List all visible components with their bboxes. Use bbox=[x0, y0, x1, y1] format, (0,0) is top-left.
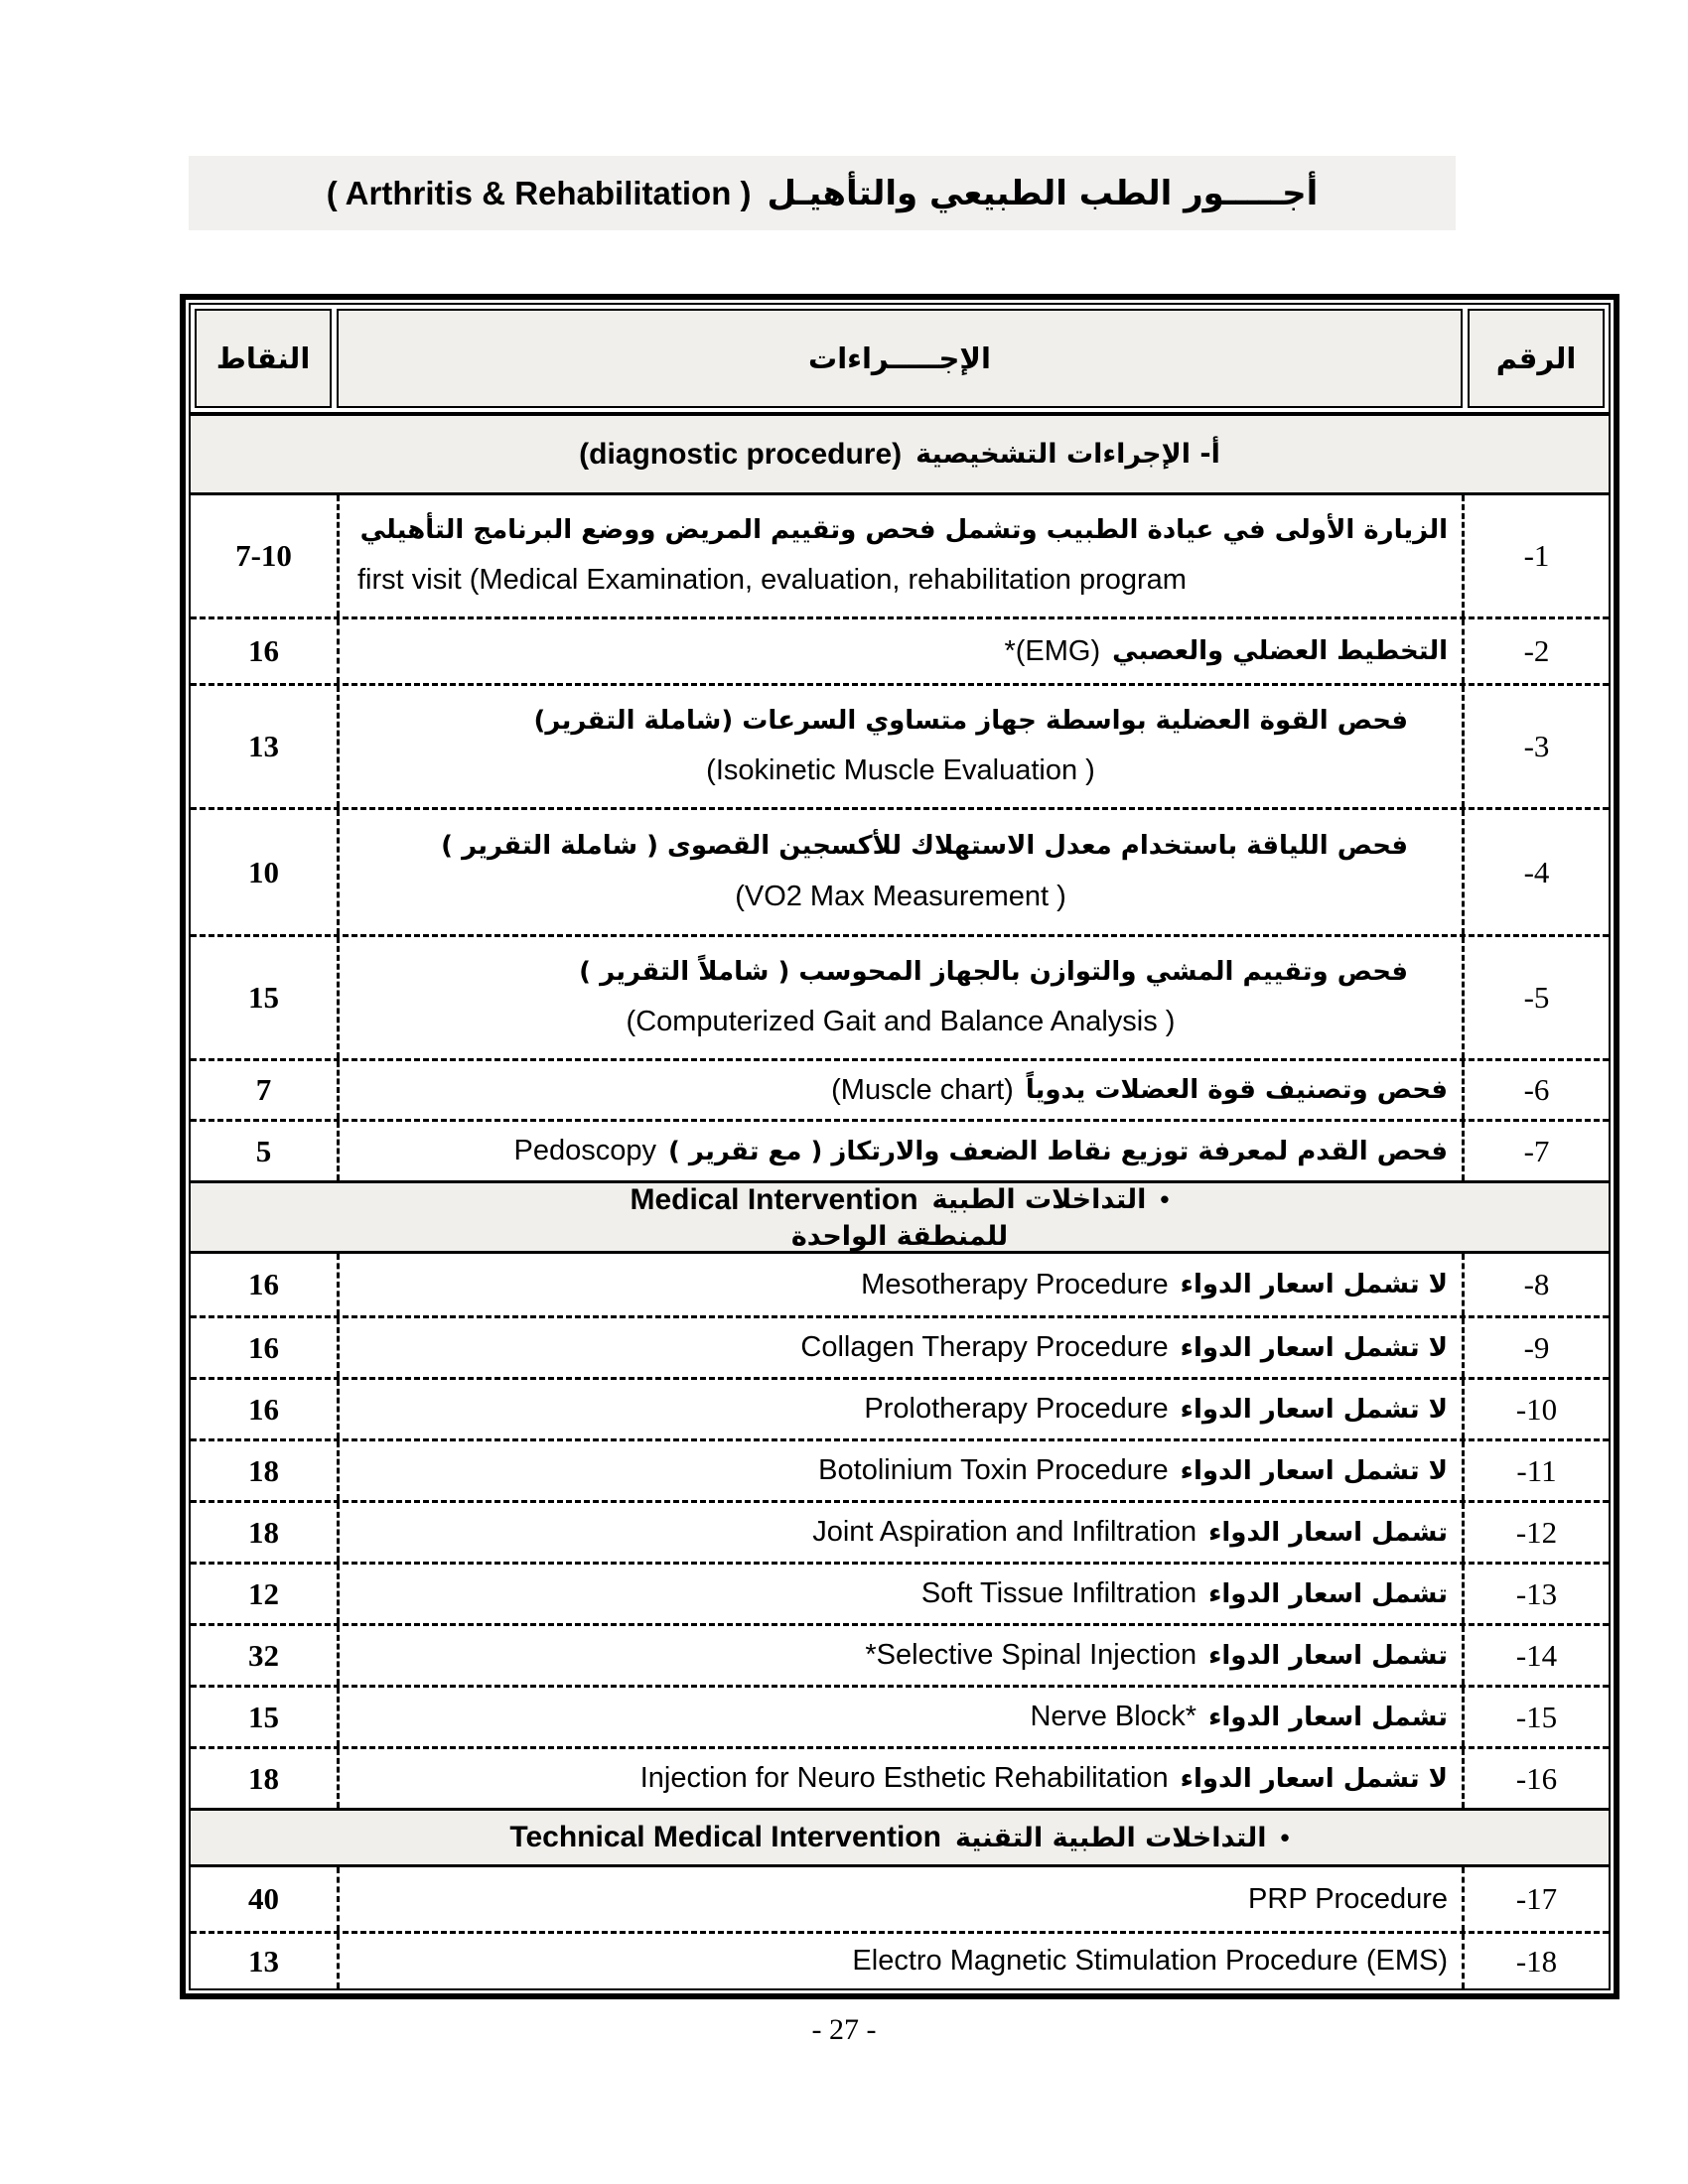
points-value: 18 bbox=[248, 1760, 279, 1796]
points-value: 40 bbox=[248, 1881, 279, 1916]
points-value: 15 bbox=[248, 1699, 279, 1734]
row-number: -12 bbox=[1515, 1514, 1558, 1550]
points-value: 32 bbox=[248, 1637, 279, 1673]
procedure-english-text: *(EMG) bbox=[1004, 634, 1101, 667]
points-cell bbox=[191, 1867, 337, 1931]
section-diagnostic-arabic: أ- الإجراءات التشخيصية bbox=[915, 439, 1220, 470]
procedure-cell bbox=[337, 810, 1465, 934]
number-cell bbox=[1465, 1122, 1609, 1180]
points-cell bbox=[191, 810, 337, 934]
procedure-english-text: Botolinium Toxin Procedure bbox=[818, 1454, 1169, 1486]
procedure-row-9 bbox=[191, 1315, 1609, 1377]
section-medical-arabic-line2-wrap bbox=[791, 1221, 1008, 1252]
procedure-row-7 bbox=[191, 1119, 1609, 1180]
procedure-english-text: Injection for Neuro Esthetic Rehabilitation bbox=[639, 1762, 1169, 1794]
procedure-cell bbox=[337, 686, 1465, 807]
procedure-english-text: Electro Magnetic Stimulation Procedure (EMS) bbox=[852, 1945, 1448, 1977]
procedure-cell bbox=[337, 1749, 1465, 1808]
points-cell bbox=[191, 686, 337, 807]
points-value: 7 bbox=[255, 1072, 272, 1107]
procedure-row-16 bbox=[191, 1746, 1609, 1808]
points-value: 16 bbox=[248, 1329, 279, 1365]
procedure-arabic-text: لا تشمل اسعار الدواء bbox=[1180, 1270, 1448, 1299]
points-value: 18 bbox=[248, 1452, 279, 1488]
row-number: -13 bbox=[1515, 1575, 1558, 1611]
table-header-row bbox=[191, 305, 1609, 416]
points-value: 10 bbox=[248, 854, 279, 889]
procedure-arabic-text: تشمل اسعار الدواء bbox=[1208, 1578, 1448, 1609]
procedure-row-3 bbox=[191, 683, 1609, 807]
procedure-arabic-text: فحص وتصنيف قوة العضلات يدوياً bbox=[1025, 1075, 1448, 1105]
header-number bbox=[1468, 309, 1605, 408]
procedure-english-text: Prolotherapy Procedure bbox=[864, 1393, 1169, 1425]
procedure-row-6 bbox=[191, 1058, 1609, 1119]
points-cell bbox=[191, 1503, 337, 1562]
procedure-row-14 bbox=[191, 1623, 1609, 1685]
points-cell bbox=[191, 1688, 337, 1746]
number-cell bbox=[1465, 686, 1609, 807]
section-technical-arabic: التداخلات الطبية التقنية bbox=[954, 1822, 1267, 1853]
fees-table bbox=[189, 303, 1611, 1990]
row-number: -18 bbox=[1515, 1943, 1558, 1979]
row-number: -14 bbox=[1515, 1637, 1558, 1673]
points-value: 16 bbox=[248, 1391, 279, 1427]
procedure-row-13 bbox=[191, 1562, 1609, 1623]
points-cell bbox=[191, 1749, 337, 1808]
procedure-arabic-text: لا تشمل اسعار الدواء bbox=[1180, 1763, 1448, 1794]
row-number: -17 bbox=[1515, 1881, 1558, 1916]
header-procedures-label: الإجـــــراءات bbox=[808, 341, 991, 375]
row-number: -16 bbox=[1515, 1760, 1558, 1796]
page-number: - 27 - bbox=[811, 2013, 877, 2046]
points-value: 5 bbox=[255, 1133, 272, 1168]
procedure-english-text: (Computerized Gait and Balance Analysis ) bbox=[626, 1006, 1176, 1038]
procedure-row-8 bbox=[191, 1254, 1609, 1315]
procedure-cell bbox=[337, 495, 1465, 616]
procedure-row-4 bbox=[191, 807, 1609, 934]
points-value: 16 bbox=[248, 1267, 279, 1301]
procedure-arabic-text: التخطيط العضلي والعصبي bbox=[1112, 636, 1448, 666]
number-cell bbox=[1465, 495, 1609, 616]
row-number: -3 bbox=[1523, 729, 1550, 763]
number-cell bbox=[1465, 1565, 1609, 1623]
section-row-technical-intervention bbox=[191, 1808, 1609, 1867]
procedure-cell bbox=[337, 1688, 1465, 1746]
procedure-row-18 bbox=[191, 1931, 1609, 1988]
points-cell bbox=[191, 1318, 337, 1377]
procedure-row-2 bbox=[191, 616, 1609, 683]
row-number: -7 bbox=[1523, 1133, 1550, 1168]
points-cell bbox=[191, 937, 337, 1058]
section-diagnostic-english: (diagnostic procedure) bbox=[579, 437, 903, 471]
procedure-arabic-text: فحص وتقييم المشي والتوازن بالجهاز المحوسب ( شاملاً التقرير ) bbox=[579, 956, 1408, 987]
procedure-row-11 bbox=[191, 1438, 1609, 1500]
procedure-english-text: (VO2 Max Measurement ) bbox=[735, 881, 1066, 913]
procedure-cell bbox=[337, 1061, 1465, 1119]
page-title-english: ( Arthritis & Rehabilitation ) bbox=[326, 174, 752, 211]
procedure-arabic-text: تشمل اسعار الدواء bbox=[1208, 1517, 1448, 1548]
procedure-arabic-text: فحص اللياقة باستخدام معدل الاستهلاك للأكسجين القصوى ( شاملة التقرير ) bbox=[441, 830, 1408, 861]
procedure-english-text: Nerve Block* bbox=[1030, 1701, 1197, 1732]
page-title bbox=[189, 156, 1456, 230]
procedure-english-text: (Isokinetic Muscle Evaluation ) bbox=[706, 754, 1095, 787]
procedure-cell bbox=[337, 1254, 1465, 1315]
section-medical-arabic-line2: للمنطقة الواحدة bbox=[790, 1220, 1009, 1252]
procedure-english-text: Soft Tissue Infiltration bbox=[920, 1577, 1197, 1609]
procedure-english-text: Pedoscopy bbox=[513, 1135, 656, 1166]
number-cell bbox=[1465, 1318, 1609, 1377]
number-cell bbox=[1465, 1626, 1609, 1685]
row-number: -10 bbox=[1515, 1391, 1558, 1427]
number-cell bbox=[1465, 619, 1609, 683]
procedure-row-5 bbox=[191, 934, 1609, 1058]
procedure-row-17 bbox=[191, 1867, 1609, 1931]
procedure-cell bbox=[337, 1122, 1465, 1180]
number-cell bbox=[1465, 1061, 1609, 1119]
procedure-row-1 bbox=[191, 495, 1609, 616]
points-value: 12 bbox=[248, 1575, 279, 1611]
procedure-row-10 bbox=[191, 1377, 1609, 1438]
procedure-arabic-text: تشمل اسعار الدواء bbox=[1208, 1702, 1448, 1732]
points-cell bbox=[191, 1441, 337, 1500]
procedure-cell bbox=[337, 1565, 1465, 1623]
header-points bbox=[195, 309, 332, 408]
procedure-arabic-text: تشمل اسعار الدواء bbox=[1208, 1640, 1448, 1671]
points-cell bbox=[191, 1565, 337, 1623]
number-cell bbox=[1465, 1254, 1609, 1315]
points-cell bbox=[191, 619, 337, 683]
procedure-english-text: Joint Aspiration and Infiltration bbox=[812, 1516, 1197, 1548]
number-cell bbox=[1465, 1749, 1609, 1808]
section-medical-english: Medical Intervention bbox=[630, 1182, 918, 1216]
procedure-cell bbox=[337, 1867, 1465, 1931]
procedure-cell bbox=[337, 1441, 1465, 1500]
points-value: 16 bbox=[248, 633, 279, 668]
points-value: 7-10 bbox=[235, 538, 292, 573]
points-cell bbox=[191, 1254, 337, 1315]
bullet-icon: • bbox=[1280, 1822, 1290, 1852]
procedure-cell bbox=[337, 1318, 1465, 1377]
procedure-arabic-text: لا تشمل اسعار الدواء bbox=[1180, 1394, 1448, 1425]
row-number: -8 bbox=[1523, 1267, 1550, 1301]
row-number: -1 bbox=[1523, 538, 1550, 573]
row-number: -9 bbox=[1523, 1329, 1550, 1365]
row-number: -11 bbox=[1516, 1452, 1557, 1488]
procedure-cell bbox=[337, 1380, 1465, 1438]
points-cell bbox=[191, 1934, 337, 1988]
row-number: -5 bbox=[1523, 980, 1550, 1015]
procedure-english-text: first visit (Medical Examination, evaluation, rehabilitation program bbox=[357, 564, 1187, 597]
section-technical-title bbox=[509, 1821, 1289, 1854]
row-number: -15 bbox=[1515, 1699, 1558, 1734]
procedure-cell bbox=[337, 937, 1465, 1058]
procedure-arabic-text: فحص القوة العضلية بواسطة جهاز متساوي السرعات (شاملة التقرير) bbox=[533, 705, 1408, 736]
procedure-english-text: *Selective Spinal Injection bbox=[865, 1639, 1197, 1671]
points-value: 13 bbox=[248, 1943, 279, 1979]
procedure-english-text: Collagen Therapy Procedure bbox=[800, 1331, 1169, 1363]
row-number: -4 bbox=[1523, 854, 1550, 889]
number-cell bbox=[1465, 810, 1609, 934]
section-technical-english: Technical Medical Intervention bbox=[509, 1821, 941, 1853]
section-medical-arabic: التداخلات الطبية bbox=[931, 1184, 1147, 1215]
procedure-arabic-text: فحص القدم لمعرفة توزيع نقاط الضعف والارتكاز ( مع تقرير ) bbox=[667, 1136, 1448, 1166]
number-cell bbox=[1465, 937, 1609, 1058]
header-number-label: الرقم bbox=[1495, 341, 1577, 375]
procedure-english-text: (Muscle chart) bbox=[831, 1073, 1014, 1106]
number-cell bbox=[1465, 1380, 1609, 1438]
row-number: -6 bbox=[1523, 1072, 1550, 1107]
number-cell bbox=[1465, 1934, 1609, 1988]
points-cell bbox=[191, 1122, 337, 1180]
page-title-arabic: أجـــــور الطب الطبيعي والتأهيـل bbox=[767, 173, 1319, 213]
points-cell bbox=[191, 1380, 337, 1438]
procedure-cell bbox=[337, 619, 1465, 683]
procedure-cell bbox=[337, 1626, 1465, 1685]
row-number: -2 bbox=[1523, 633, 1550, 668]
bullet-icon: • bbox=[1160, 1184, 1170, 1214]
section-row-diagnostic bbox=[191, 416, 1609, 495]
procedure-arabic-text: الزيارة الأولى في عيادة الطبيب وتشمل فحص وتقييم المريض ووضع البرنامج التأهيلي bbox=[359, 514, 1448, 545]
procedure-arabic-text: لا تشمل اسعار الدواء bbox=[1180, 1332, 1448, 1363]
procedure-english-text: Mesotherapy Procedure bbox=[861, 1268, 1169, 1300]
points-cell bbox=[191, 1626, 337, 1685]
section-row-medical-intervention bbox=[191, 1180, 1609, 1254]
procedure-cell bbox=[337, 1503, 1465, 1562]
section-medical-title bbox=[630, 1183, 1169, 1217]
procedure-english-text: PRP Procedure bbox=[1248, 1882, 1448, 1915]
header-points-label: النقاط bbox=[215, 341, 311, 375]
procedure-cell bbox=[337, 1934, 1465, 1988]
number-cell bbox=[1465, 1441, 1609, 1500]
points-value: 18 bbox=[248, 1514, 279, 1550]
points-cell bbox=[191, 1061, 337, 1119]
points-cell bbox=[191, 495, 337, 616]
number-cell bbox=[1465, 1503, 1609, 1562]
procedure-arabic-text: لا تشمل اسعار الدواء bbox=[1180, 1455, 1448, 1486]
procedure-row-15 bbox=[191, 1685, 1609, 1746]
points-value: 15 bbox=[248, 980, 279, 1015]
procedure-row-12 bbox=[191, 1500, 1609, 1562]
number-cell bbox=[1465, 1867, 1609, 1931]
section-diagnostic-title bbox=[579, 438, 1220, 472]
points-value: 13 bbox=[248, 729, 279, 763]
header-procedures bbox=[337, 309, 1463, 408]
number-cell bbox=[1465, 1688, 1609, 1746]
